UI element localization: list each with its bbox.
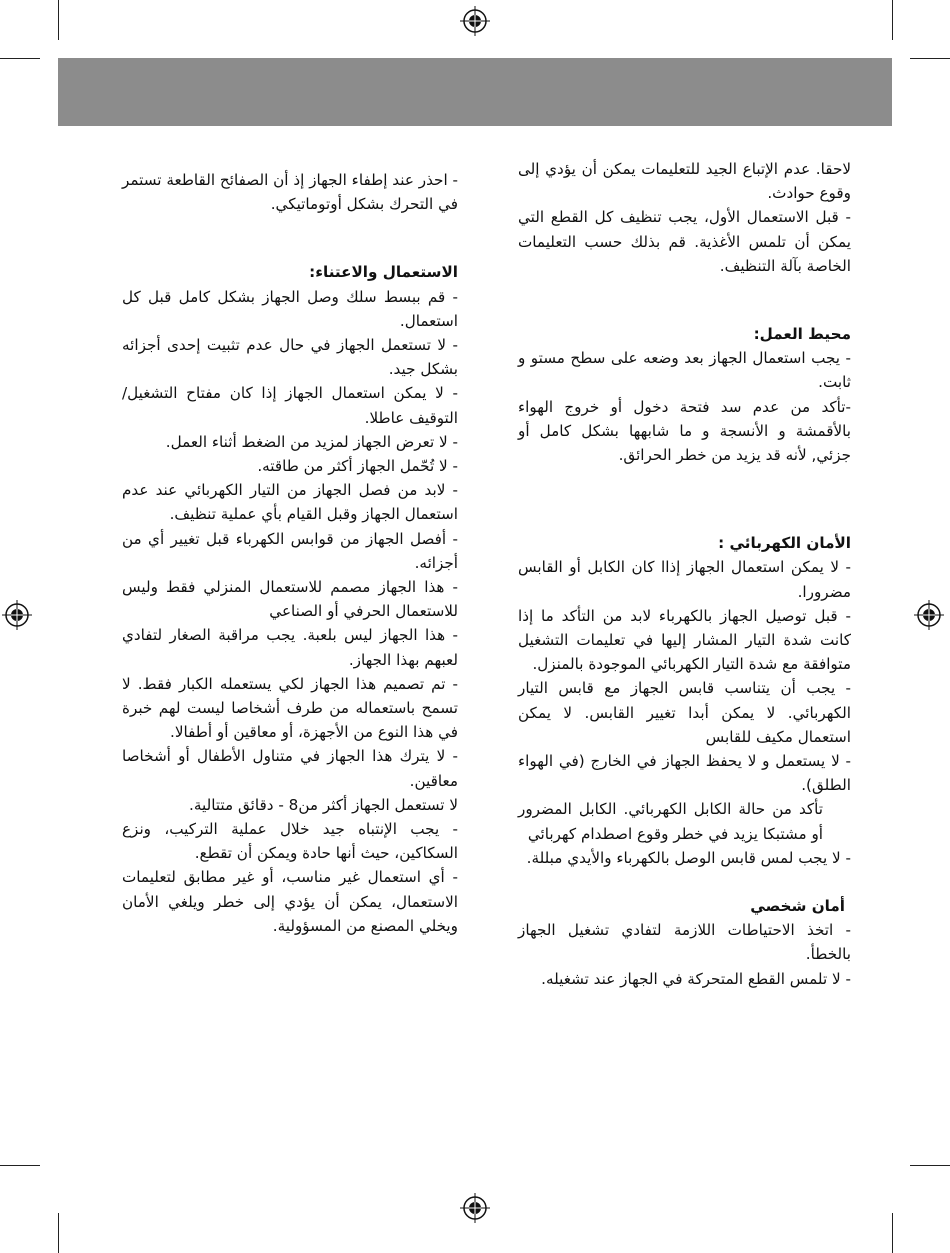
list-item: - لا يترك هذا الجهاز في متناول الأطفال أو أشخاصا معاقين.: [122, 747, 458, 790]
crop-mark: [0, 1165, 40, 1166]
list-item: - لا يمكن استعمال الجهاز إذاا كان الكابل أو القابس مضرورا.: [518, 558, 851, 601]
list-item: - اتخذ الاحتياطات اللازمة لتفادي تشغيل الجهاز بالخطأ.: [518, 921, 851, 964]
list-item: - لا تعرض الجهاز لمزيد من الضغط أثناء العمل.: [165, 432, 458, 451]
crop-mark: [58, 1213, 59, 1253]
section-heading-work-env: محيط العمل:: [753, 325, 851, 344]
paragraph: - احذر عند إطفاء الجهاز إذ أن الصفائح القاطعة تستمر في التحرك بشكل أوتوماتيكي.: [122, 171, 458, 214]
list-item: لا تستعمل الجهاز أكثر من8 - دقائق متتالية.: [189, 795, 458, 814]
crop-mark: [0, 58, 40, 59]
section-heading-usage: الاستعمال والاعتناء:: [309, 263, 458, 282]
list-item: - أي استعمال غير مناسب، أو غير مطابق لتعليمات الاستعمال، يمكن أن يؤدي إلى خطر ويلغي الأمان ويخلي المصنع من المسؤولية.: [122, 868, 458, 935]
paragraph: - قبل الاستعمال الأول، يجب تنظيف كل القطع التي يمكن أن تلمس الأغذية. قم بذلك حسب التعليمات الخاصة بآلة التنظيف.: [518, 208, 851, 275]
list-item: - لا يمكن استعمال الجهاز إذا كان مفتاح التشغيل/ التوقيف عاطلا.: [122, 384, 458, 427]
crop-mark: [910, 1165, 950, 1166]
list-item: - يجب أن يتناسب قابس الجهاز مع قابس التيار الكهربائي. لا يمكن أبدا تغيير القابس. لا يمكن استعمال مكيف للقابس: [518, 679, 851, 746]
list-item: - قم ببسط سلك وصل الجهاز بشكل كامل قبل كل استعمال.: [122, 287, 458, 330]
registration-target-icon: [460, 6, 490, 36]
list-item: - هذا الجهاز مصمم للاستعمال المنزلي فقط وليس للاستعمال الحرفي أو الصناعي: [122, 578, 458, 621]
list-item: - لا تستعمل الجهاز في حال عدم تثبيت إحدى أجزائه بشكل جيد.: [122, 336, 458, 379]
list-item: - لا تلمس القطع المتحركة في الجهاز عند تشغيله.: [541, 969, 851, 988]
list-item: - قبل توصيل الجهاز بالكهرباء لابد من التأكد ما إذا كانت شدة التيار المشار إليها في تعليمات التشغيل متوافقة مع شدة التيار الكهربائي الموجودة بالمنزل.: [518, 606, 851, 674]
list-item: - هذا الجهاز ليس بلعبة. يجب مراقبة الصغار لتفادي لعبهم بهذا الجهاز.: [122, 626, 458, 669]
list-item: - لا يستعمل و لا يحفظ الجهاز في الخارج (في الهواء الطلق).: [518, 752, 851, 795]
registration-target-icon: [914, 600, 944, 630]
section-heading-personal: أمان شخصي: [750, 897, 845, 916]
list-item: - أفصل الجهاز من قوابس الكهرباء قبل تغيير أي من أجزائه.: [122, 529, 458, 572]
crop-mark: [892, 1213, 893, 1253]
paragraph: لاحقا. عدم الإتباع الجيد للتعليمات يمكن أن يؤدي إلى وقوع حوادث.: [518, 160, 851, 203]
section-heading-electric: الأمان الكهربائي :: [718, 534, 851, 553]
list-item: تأكد من حالة الكابل الكهربائي. الكابل المضرور أو مشتبكا يزيد في خطر وقوع اصطدام كهربائي: [518, 800, 823, 843]
registration-target-icon: [460, 1193, 490, 1223]
crop-mark: [892, 0, 893, 40]
header-band: [58, 58, 892, 126]
list-item: - يجب الإنتباه جيد خلال عملية التركيب، ونزع السكاكين، حيث أنها حادة ويمكن أن تقطع.: [122, 820, 458, 863]
list-item: - لا تُحّمل الجهاز أكثر من طاقته.: [257, 457, 458, 476]
list-item: -تأكد من عدم سد فتحة دخول أو خروج الهواء بالأقمشة و الأنسجة و ما شابهها بشكل كامل أو جزئي, لأنه قد يزيد من خطر الحرائق.: [518, 397, 851, 465]
list-item: - يجب استعمال الجهاز بعد وضعه على سطح مستو و ثابت.: [518, 349, 851, 392]
list-item: - تم تصميم هذا الجهاز لكي يستعمله الكبار فقط. لا تسمح باستعماله من طرف أشخاصا ليست لهم خبرة في هذا النوع من الأجهزة، أو معاقين أو أطفالا.: [122, 674, 458, 742]
registration-target-icon: [2, 600, 32, 630]
list-item: - لا يجب لمس قابس الوصل بالكهرباء والأيدي مبللة.: [526, 848, 851, 867]
left-column: [122, 168, 458, 938]
right-column: [518, 157, 851, 991]
crop-mark: [910, 58, 950, 59]
list-item: - لابد من فصل الجهاز من التيار الكهربائي عند عدم استعمال الجهاز وقبل القيام بأي عملية تنظيف.: [122, 481, 458, 524]
crop-mark: [58, 0, 59, 40]
